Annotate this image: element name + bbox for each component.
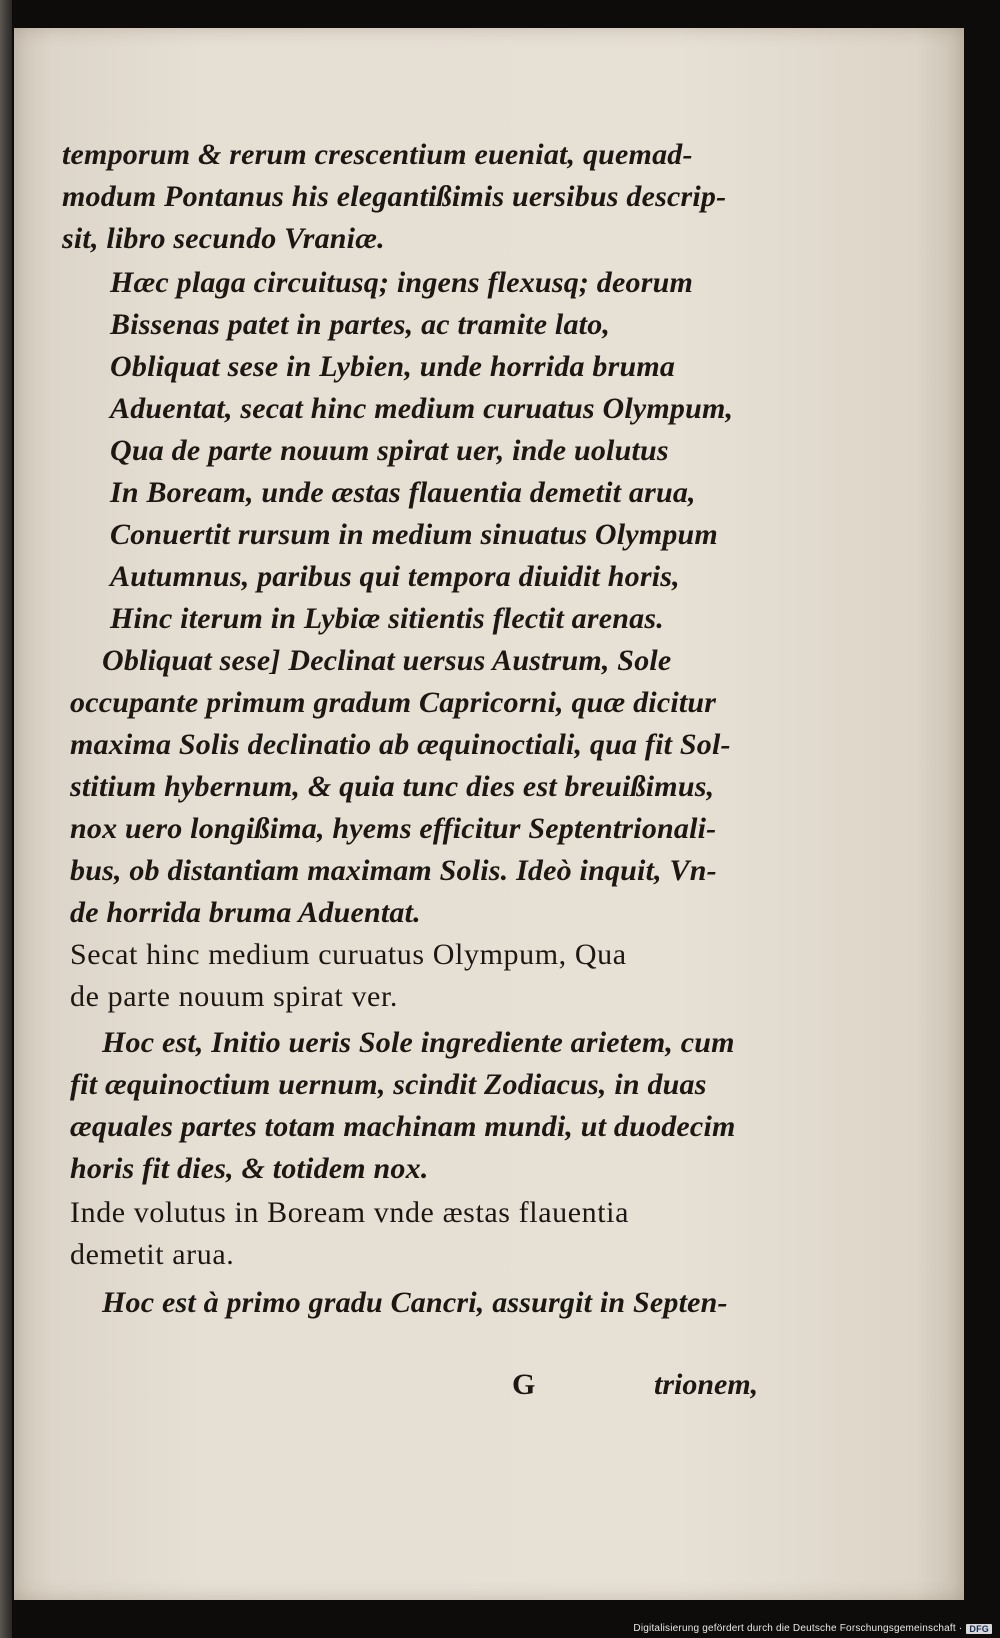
verse-line: Autumnus, paribus qui tempora diuidit horis, (110, 560, 680, 593)
text-line: maxima Solis declinatio ab æquinoctiali, qua fit Sol- (70, 728, 731, 761)
text-line: de horrida bruma Aduentat. (70, 896, 421, 929)
text-line: temporum & rerum crescentium eueniat, quemad- (62, 138, 693, 171)
verse-line: Bissenas patet in partes, ac tramite lato, (110, 308, 611, 341)
verse-line: Hinc iterum in Lybiæ sitientis flectit arenas. (110, 602, 664, 635)
book-page (14, 28, 964, 1600)
text-line: sit, libro secundo Vraniæ. (62, 222, 385, 255)
scan-border (0, 0, 12, 1638)
text-line: demetit arua. (70, 1238, 235, 1271)
text-line: Hoc est à primo gradu Cancri, assurgit in Septen- (102, 1286, 728, 1319)
digitization-credit (633, 1623, 992, 1634)
text-line: bus, ob distantiam maximam Solis. Ideò inquit, Vn- (70, 854, 717, 887)
text-line: Obliquat sese] Declinat uersus Austrum, Sole (102, 644, 672, 677)
text-line: modum Pontanus his elegantißimis uersibus descrip- (62, 180, 727, 213)
catchword: trionem, (654, 1368, 759, 1401)
text-line: occupante primum gradum Capricorni, quæ dicitur (70, 686, 717, 719)
signature-mark: G (512, 1368, 536, 1401)
text-line: Secat hinc medium curuatus Olympum, Qua (70, 938, 627, 971)
text-line: Hoc est, Initio ueris Sole ingrediente arietem, cum (102, 1026, 735, 1059)
verse-line: Obliquat sese in Lybien, unde horrida bruma (110, 350, 676, 383)
text-line: nox uero longißima, hyems efficitur Septentrionali- (70, 812, 717, 845)
verse-line: In Boream, unde æstas flauentia demetit arua, (110, 476, 696, 509)
text-line: Inde volutus in Boream vnde æstas flauentia (70, 1196, 630, 1229)
credit-text: Digitalisierung gefördert durch die Deutsche Forschungsgemeinschaft · (633, 1623, 963, 1634)
text-line: fit æquinoctium uernum, scindit Zodiacus, in duas (70, 1068, 707, 1101)
verse-line: Qua de parte nouum spirat uer, inde uolutus (110, 434, 669, 467)
verse-line: Aduentat, secat hinc medium curuatus Olympum, (110, 392, 734, 425)
text-line: horis fit dies, & totidem nox. (70, 1152, 429, 1185)
text-line: stitium hybernum, & quia tunc dies est breuißimus, (70, 770, 715, 803)
verse-line: Hæc plaga circuitusq; ingens flexusq; deorum (110, 266, 693, 299)
text-line: æquales partes totam machinam mundi, ut duodecim (70, 1110, 736, 1143)
verse-line: Conuertit rursum in medium sinuatus Olympum (110, 518, 718, 551)
text-line: de parte nouum spirat ver. (70, 980, 399, 1013)
dfg-logo-icon: DFG (966, 1624, 992, 1634)
